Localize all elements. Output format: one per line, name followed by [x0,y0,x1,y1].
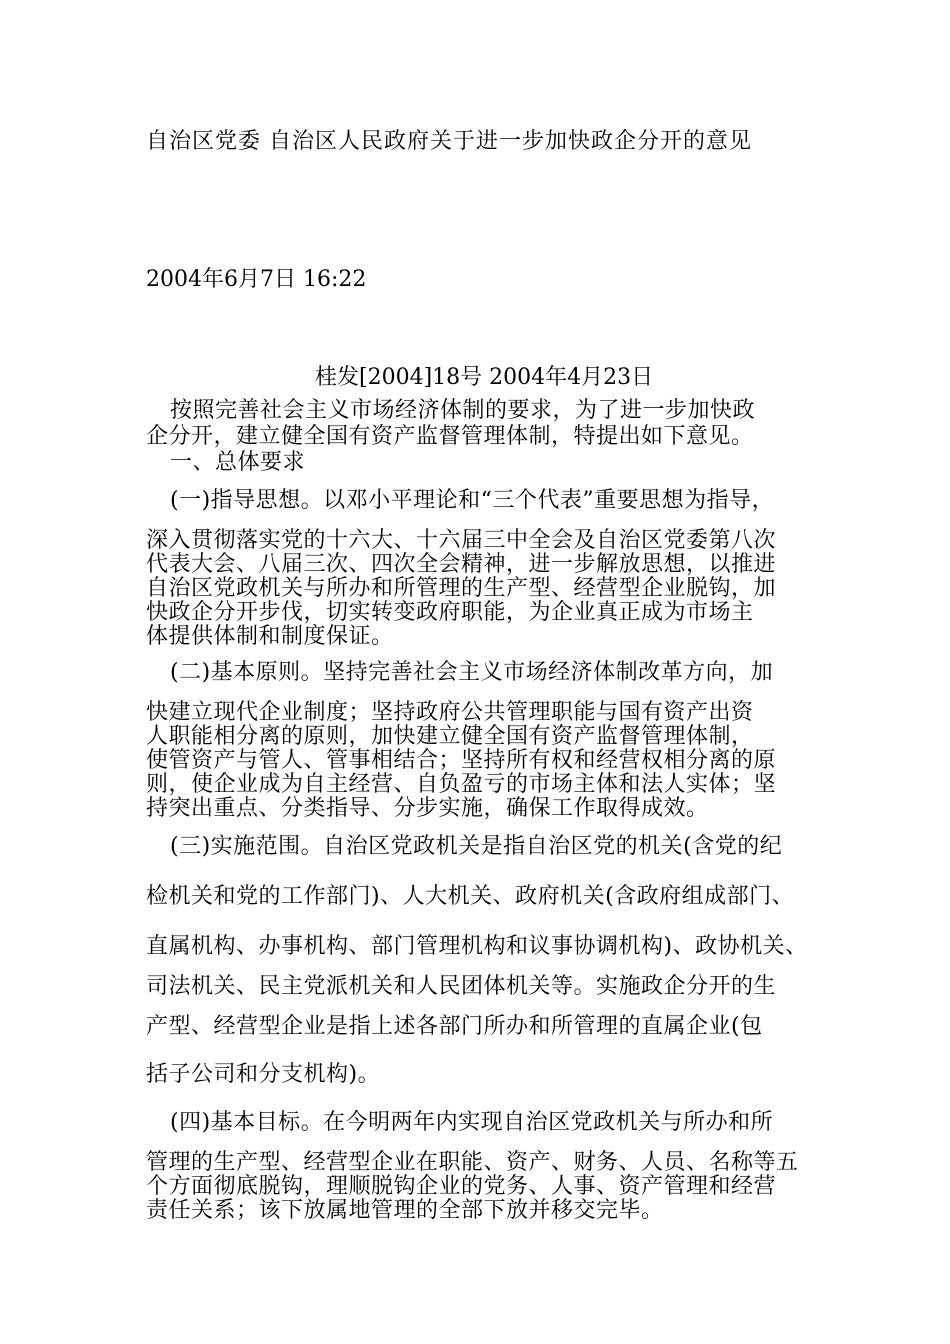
body-line: 体提供体制和制度保证。 [146,624,394,649]
document-title: 自治区党委 自治区人民政府关于进一步加快政企分开的意见 [146,129,752,154]
body-line: 产型、经营型企业是指上述各部门所办和所管理的直属企业(包 [146,1014,763,1039]
body-line: 直属机构、办事机构、部门管理机构和议事协调机构)、政协机关、 [146,934,808,959]
body-line: 自治区党政机关与所办和所管理的生产型、经营型企业脱钩，加 [146,576,777,601]
body-line: 责任关系；该下放属地管理的全部下放并移交完毕。 [146,1198,664,1223]
body-line: 则，使企业成为自主经营、自负盈亏的市场主体和法人实体；坚 [146,772,777,797]
section-heading: 一、总体要求 [170,450,306,475]
body-line: 使管资产与管人、管事相结合；坚持所有权和经营权相分离的原 [146,748,777,773]
body-line: 持突出重点、分类指导、分步实施，确保工作取得成效。 [146,796,709,821]
body-line: (一)指导思想。以邓小平理论和“三个代表”重要思想为指导， [170,488,775,513]
body-line: 检机关和党的工作部门)、人大机关、政府机关(含政府组成部门、 [146,884,795,909]
document-number: 桂发[2004]18号 2004年4月23日 [315,365,654,390]
body-line: 管理的生产型、经营型企业在职能、资产、财务、人员、名称等五 [146,1150,799,1175]
body-line: 快政企分开步伐，切实转变政府职能，为企业真正成为市场主 [146,600,754,625]
body-line: 个方面彻底脱钩，理顺脱钩企业的党务、人事、资产管理和经营 [146,1174,777,1199]
publish-datetime: 2004年6月7日 16:22 [146,267,367,292]
body-line: (四)基本目标。在今明两年内实现自治区党政机关与所办和所 [170,1110,774,1135]
body-line: 括子公司和分支机构)。 [146,1062,381,1087]
body-line: 企分开，建立健全国有资产监督管理体制，特提出如下意见。 [146,424,754,449]
body-line: (三)实施范围。自治区党政机关是指自治区党的机关(含党的纪 [170,834,783,859]
body-line: (二)基本原则。坚持完善社会主义市场经济体制改革方向，加 [170,660,774,685]
body-line: 代表大会、八届三次、四次全会精神，进一步解放思想，以推进 [146,552,777,577]
body-line: 司法机关、民主党派机关和人民团体机关等。实施政企分开的生 [146,974,777,999]
body-line: 按照完善社会主义市场经济体制的要求，为了进一步加快政 [170,398,756,423]
body-line: 人职能相分离的原则，加快建立健全国有资产监督管理体制， [146,724,754,749]
body-line: 快建立现代企业制度；坚持政府公共管理职能与国有资产出资 [146,700,754,725]
body-line: 深入贯彻落实党的十六大、十六届三中全会及自治区党委第八次 [146,528,777,553]
